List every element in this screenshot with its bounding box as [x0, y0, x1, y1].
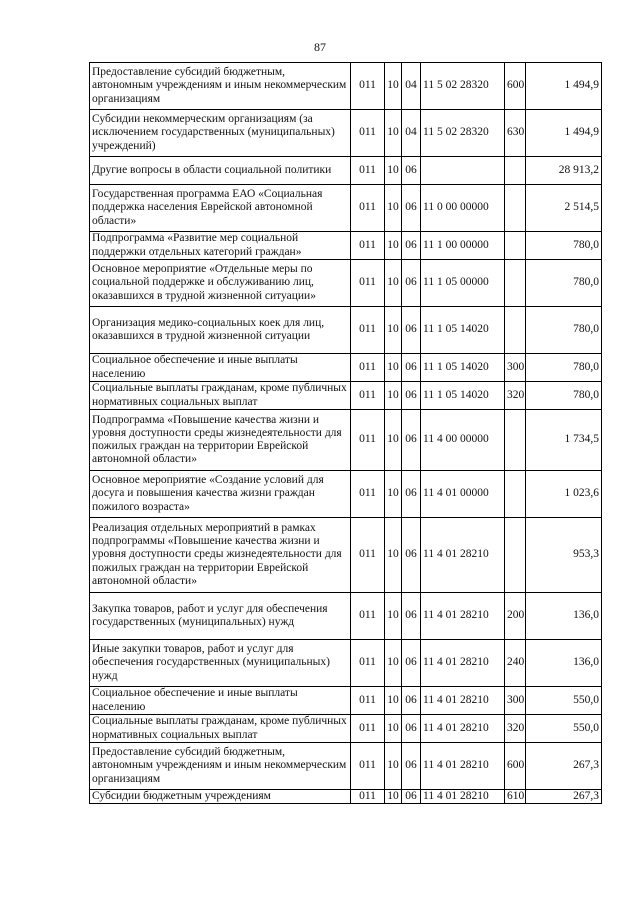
row-expense-type-code	[505, 260, 526, 307]
row-section-code: 10	[385, 715, 402, 743]
row-sum: 136,0	[526, 640, 602, 687]
row-expense-type-code: 300	[505, 687, 526, 715]
row-expense-type-code	[505, 157, 526, 185]
row-subsection-code: 06	[402, 307, 421, 354]
table-row	[90, 382, 602, 410]
row-subsection-code: 04	[402, 110, 421, 157]
table-row	[90, 354, 602, 382]
row-expense-type-code: 200	[505, 593, 526, 640]
row-name: Подпрограмма «Развитие мер социальной поддержки отдельных категорий граждан»	[90, 232, 351, 260]
row-sum: 953,3	[526, 518, 602, 593]
row-program-code	[421, 157, 505, 185]
row-program-code: 11 0 00 00000	[421, 185, 505, 232]
table-row	[90, 518, 602, 593]
row-subsection-code: 06	[402, 790, 421, 804]
row-name: Организация медико-социальных коек для лиц, оказавшихся в трудной жизненной ситуации	[90, 307, 351, 354]
table-row	[90, 593, 602, 640]
row-subsection-code: 06	[402, 260, 421, 307]
table-row	[90, 185, 602, 232]
row-sum: 1 494,9	[526, 110, 602, 157]
row-sum: 2 514,5	[526, 185, 602, 232]
row-ministry-code: 011	[351, 410, 385, 471]
table-row	[90, 640, 602, 687]
row-expense-type-code	[505, 410, 526, 471]
row-program-code: 11 4 01 28210	[421, 790, 505, 804]
row-expense-type-code: 630	[505, 110, 526, 157]
table-row	[90, 410, 602, 471]
row-subsection-code: 06	[402, 471, 421, 518]
row-name: Реализация отдельных мероприятий в рамках подпрограммы «Повышение качества жизни и уровня доступности среды жизнедеятельности для пожилых граждан на территории Еврейской автономной области»	[90, 518, 351, 593]
row-program-code: 11 4 01 28210	[421, 593, 505, 640]
row-section-code: 10	[385, 743, 402, 790]
row-name: Социальное обеспечение и иные выплаты населению	[90, 354, 351, 382]
row-section-code: 10	[385, 110, 402, 157]
row-section-code: 10	[385, 687, 402, 715]
row-sum: 28 913,2	[526, 157, 602, 185]
row-expense-type-code	[505, 471, 526, 518]
row-ministry-code: 011	[351, 790, 385, 804]
row-expense-type-code: 610	[505, 790, 526, 804]
row-subsection-code: 06	[402, 185, 421, 232]
row-ministry-code: 011	[351, 640, 385, 687]
table-row	[90, 110, 602, 157]
row-subsection-code: 06	[402, 715, 421, 743]
row-section-code: 10	[385, 471, 402, 518]
row-program-code: 11 4 01 28210	[421, 715, 505, 743]
table-row	[90, 790, 602, 804]
row-ministry-code: 011	[351, 593, 385, 640]
row-sum: 1 494,9	[526, 63, 602, 110]
row-sum: 1 734,5	[526, 410, 602, 471]
row-subsection-code: 04	[402, 63, 421, 110]
row-ministry-code: 011	[351, 307, 385, 354]
row-name: Основное мероприятие «Создание условий для досуга и повышения качества жизни граждан пожилого возраста»	[90, 471, 351, 518]
row-program-code: 11 1 05 14020	[421, 354, 505, 382]
row-name: Подпрограмма «Повышение качества жизни и уровня доступности среды жизнедеятельности для пожилых граждан на территории Еврейской автономной области»	[90, 410, 351, 471]
row-expense-type-code: 600	[505, 743, 526, 790]
row-name: Закупка товаров, работ и услуг для обеспечения государственных (муниципальных) нужд	[90, 593, 351, 640]
row-ministry-code: 011	[351, 185, 385, 232]
row-ministry-code: 011	[351, 232, 385, 260]
row-program-code: 11 4 01 28210	[421, 640, 505, 687]
row-section-code: 10	[385, 260, 402, 307]
row-subsection-code: 06	[402, 593, 421, 640]
row-sum: 1 023,6	[526, 471, 602, 518]
table-row	[90, 232, 602, 260]
row-expense-type-code	[505, 185, 526, 232]
row-name: Основное мероприятие «Отдельные меры по социальной поддержке и обслуживанию лиц, оказавшихся в трудной жизненной ситуации»	[90, 260, 351, 307]
row-expense-type-code	[505, 307, 526, 354]
row-sum: 136,0	[526, 593, 602, 640]
row-sum: 267,3	[526, 743, 602, 790]
row-program-code: 11 1 05 00000	[421, 260, 505, 307]
row-name: Другие вопросы в области социальной политики	[90, 157, 351, 185]
row-name: Субсидии бюджетным учреждениям	[90, 790, 351, 804]
row-program-code: 11 4 01 00000	[421, 471, 505, 518]
page-number: 87	[314, 40, 326, 54]
row-sum: 780,0	[526, 382, 602, 410]
row-expense-type-code: 320	[505, 382, 526, 410]
row-section-code: 10	[385, 593, 402, 640]
row-program-code: 11 5 02 28320	[421, 110, 505, 157]
row-section-code: 10	[385, 232, 402, 260]
row-sum: 267,3	[526, 790, 602, 804]
row-name: Иные закупки товаров, работ и услуг для обеспечения государственных (муниципальных) нужд	[90, 640, 351, 687]
table-body	[90, 63, 602, 804]
row-name: Предоставление субсидий бюджетным, автономным учреждениям и иным некоммерческим организациям	[90, 743, 351, 790]
row-subsection-code: 06	[402, 410, 421, 471]
row-name: Социальные выплаты гражданам, кроме публичных нормативных социальных выплат	[90, 715, 351, 743]
row-section-code: 10	[385, 157, 402, 185]
row-ministry-code: 011	[351, 382, 385, 410]
table-row	[90, 260, 602, 307]
row-section-code: 10	[385, 354, 402, 382]
row-program-code: 11 4 01 28210	[421, 743, 505, 790]
row-ministry-code: 011	[351, 63, 385, 110]
row-ministry-code: 011	[351, 715, 385, 743]
row-subsection-code: 06	[402, 232, 421, 260]
row-subsection-code: 06	[402, 687, 421, 715]
row-program-code: 11 1 05 14020	[421, 382, 505, 410]
row-program-code: 11 4 01 28210	[421, 687, 505, 715]
row-subsection-code: 06	[402, 640, 421, 687]
row-section-code: 10	[385, 790, 402, 804]
row-expense-type-code: 300	[505, 354, 526, 382]
row-ministry-code: 011	[351, 354, 385, 382]
table-row	[90, 307, 602, 354]
row-sum: 550,0	[526, 715, 602, 743]
row-sum: 550,0	[526, 687, 602, 715]
row-sum: 780,0	[526, 260, 602, 307]
row-sum: 780,0	[526, 354, 602, 382]
row-section-code: 10	[385, 63, 402, 110]
table-row	[90, 157, 602, 185]
row-name: Социальные выплаты гражданам, кроме публичных нормативных социальных выплат	[90, 382, 351, 410]
row-ministry-code: 011	[351, 157, 385, 185]
row-section-code: 10	[385, 640, 402, 687]
row-expense-type-code	[505, 518, 526, 593]
row-ministry-code: 011	[351, 518, 385, 593]
row-expense-type-code: 240	[505, 640, 526, 687]
budget-table	[89, 62, 602, 804]
table-row	[90, 743, 602, 790]
row-expense-type-code: 320	[505, 715, 526, 743]
table-row	[90, 471, 602, 518]
row-name: Предоставление субсидий бюджетным, автономным учреждениям и иным некоммерческим организациям	[90, 63, 351, 110]
table-row	[90, 715, 602, 743]
row-name: Субсидии некоммерческим организациям (за исключением государственных (муниципальных) учреждений)	[90, 110, 351, 157]
row-subsection-code: 06	[402, 518, 421, 593]
row-program-code: 11 4 01 28210	[421, 518, 505, 593]
row-ministry-code: 011	[351, 743, 385, 790]
row-sum: 780,0	[526, 307, 602, 354]
row-ministry-code: 011	[351, 260, 385, 307]
row-ministry-code: 011	[351, 687, 385, 715]
row-subsection-code: 06	[402, 354, 421, 382]
row-program-code: 11 5 02 28320	[421, 63, 505, 110]
row-section-code: 10	[385, 410, 402, 471]
row-subsection-code: 06	[402, 382, 421, 410]
table-row	[90, 63, 602, 110]
row-name: Социальное обеспечение и иные выплаты населению	[90, 687, 351, 715]
row-section-code: 10	[385, 185, 402, 232]
row-ministry-code: 011	[351, 110, 385, 157]
row-subsection-code: 06	[402, 157, 421, 185]
row-expense-type-code	[505, 232, 526, 260]
row-section-code: 10	[385, 518, 402, 593]
row-section-code: 10	[385, 307, 402, 354]
table-row	[90, 687, 602, 715]
row-subsection-code: 06	[402, 743, 421, 790]
row-program-code: 11 4 00 00000	[421, 410, 505, 471]
row-ministry-code: 011	[351, 471, 385, 518]
row-name: Государственная программа ЕАО «Социальная поддержка населения Еврейской автономной области»	[90, 185, 351, 232]
row-section-code: 10	[385, 382, 402, 410]
row-expense-type-code: 600	[505, 63, 526, 110]
row-program-code: 11 1 05 14020	[421, 307, 505, 354]
row-sum: 780,0	[526, 232, 602, 260]
row-program-code: 11 1 00 00000	[421, 232, 505, 260]
